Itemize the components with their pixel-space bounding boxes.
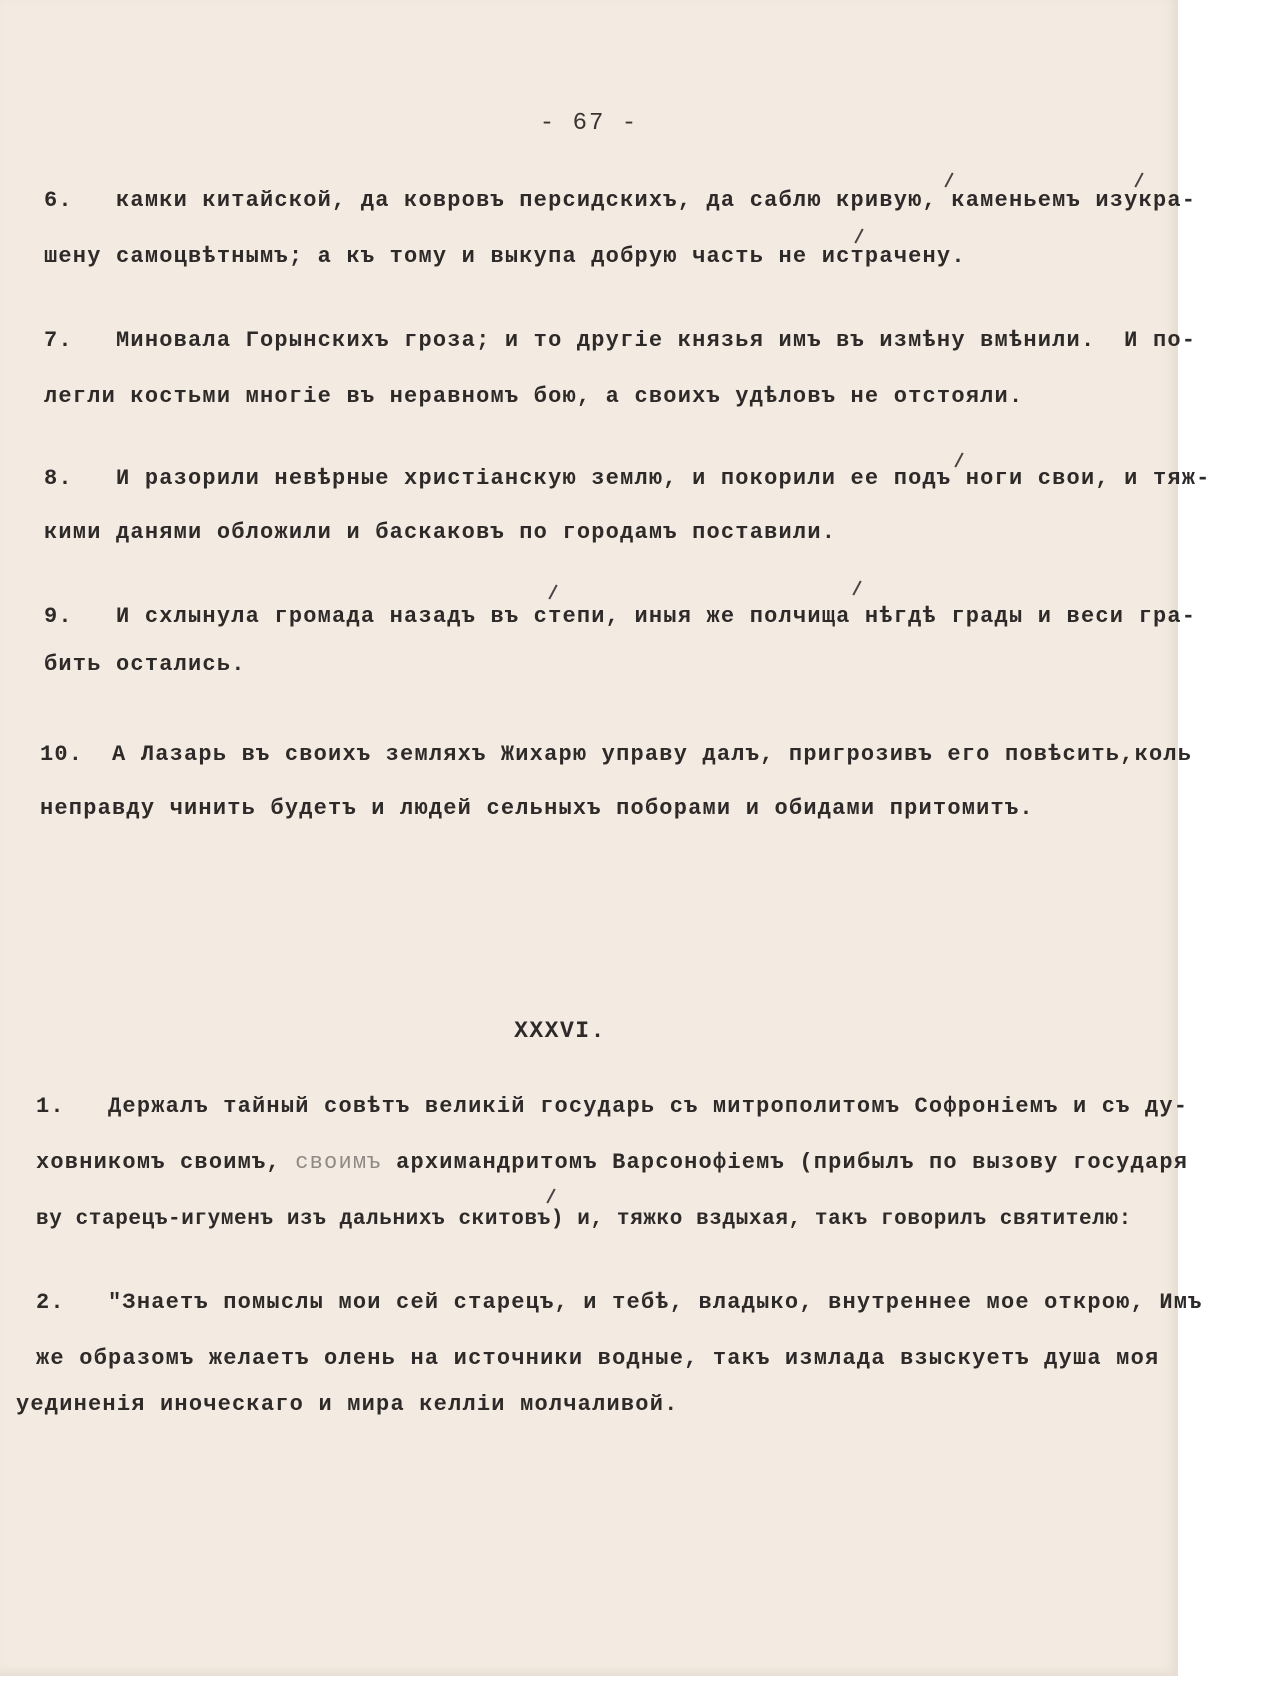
text-line: 10. А Лазарь въ своихъ земляхъ Жихарю управу далъ, пригрозивъ его повѣсить,коль bbox=[40, 742, 1193, 767]
text-line: 1. Держалъ тайный совѣтъ великiй государь съ митрополитомъ Софронiемъ и съ ду- bbox=[36, 1094, 1189, 1119]
text-segment: ховникомъ своимъ, bbox=[36, 1150, 296, 1175]
section-heading: XXXVI. bbox=[514, 1018, 606, 1044]
text-segment: архимандритомъ Варсонофiемъ (прибылъ по вызову государя bbox=[381, 1150, 1189, 1175]
text-line-composite bbox=[36, 1150, 1188, 1175]
text-line: же образомъ желаетъ олень на источники водные, такъ измлада взыскуетъ душа моя bbox=[36, 1346, 1160, 1371]
handwritten-accent-mark bbox=[1134, 172, 1143, 187]
text-line: 9. И схлынула громада назадъ въ степи, иныя же полчища нѣгдѣ грады и веси гра- bbox=[44, 604, 1197, 629]
text-line: 8. И разорили невѣрные христiанскую землю, и покорили ее подъ ноги свои, и тяж- bbox=[44, 466, 1211, 491]
text-line: шену самоцвѣтнымъ; а къ тому и выкупа добрую часть не истрачену. bbox=[44, 244, 966, 269]
text-line: легли костьми многiе въ неравномъ бою, а своихъ удѣловъ не отстояли. bbox=[44, 384, 1024, 409]
struck-word: своимъ bbox=[295, 1150, 382, 1175]
text-line: ву старецъ-игуменъ изъ дальнихъ скитовъ) и, тяжко вздыхая, такъ говорилъ святителю: bbox=[36, 1208, 1132, 1231]
handwritten-accent-mark bbox=[546, 1188, 555, 1203]
text-line: 6. камки китайской, да ковровъ персидскихъ, да саблю кривую, каменьемъ изукра- bbox=[44, 188, 1197, 213]
text-line: 7. Миновала Горынскихъ гроза; и то другiе князья имъ въ измѣну вмѣнили. И по- bbox=[44, 328, 1197, 353]
handwritten-accent-mark bbox=[852, 580, 861, 595]
text-line: уединенiя иноческаго и мира келлiи молчаливой. bbox=[16, 1392, 679, 1417]
handwritten-accent-mark bbox=[944, 172, 953, 187]
text-line: бить остались. bbox=[44, 652, 246, 677]
handwritten-accent-mark bbox=[548, 584, 557, 599]
handwritten-accent-mark bbox=[854, 228, 863, 243]
page-number: - 67 - bbox=[539, 110, 639, 137]
text-line: 2. "Знаетъ помыслы мои сей старецъ, и тебѣ, владыко, внутреннее мое открою, Имъ bbox=[36, 1290, 1203, 1315]
text-line: неправду чинить будетъ и людей сельныхъ поборами и обидами притомитъ. bbox=[40, 796, 1034, 821]
text-line: кими данями обложили и баскаковъ по городамъ поставили. bbox=[44, 520, 837, 545]
